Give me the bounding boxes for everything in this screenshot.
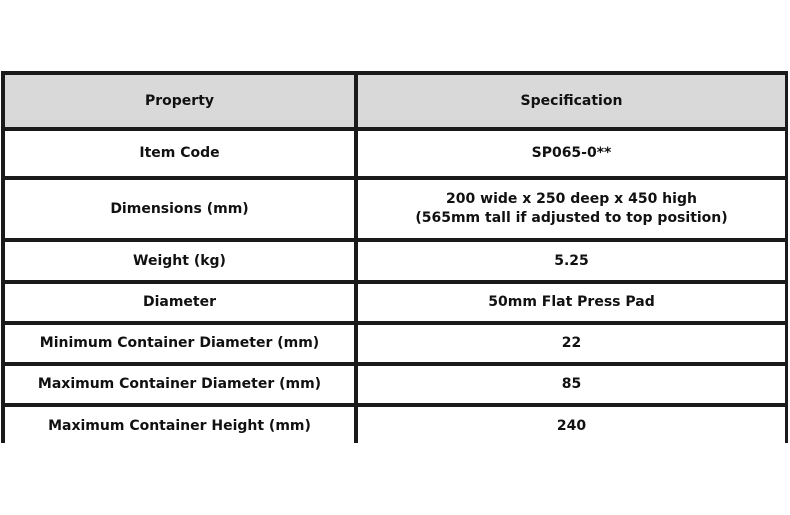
header-property: Property xyxy=(5,75,354,127)
row-diameter-value: 50mm Flat Press Pad xyxy=(358,284,785,321)
row-min-container-diameter-property: Minimum Container Diameter (mm) xyxy=(5,325,354,362)
row-max-container-diameter-property: Maximum Container Diameter (mm) xyxy=(5,366,354,403)
specification-table xyxy=(1,71,788,443)
row-item-code-property: Item Code xyxy=(5,131,354,176)
row-weight-value: 5.25 xyxy=(358,242,785,280)
row-weight-property: Weight (kg) xyxy=(5,242,354,280)
row-dimensions-value xyxy=(358,180,785,238)
row-max-container-diameter-value: 85 xyxy=(358,366,785,403)
row-min-container-diameter-value: 22 xyxy=(358,325,785,362)
header-specification: Specification xyxy=(358,75,785,127)
row-dimensions-property: Dimensions (mm) xyxy=(5,180,354,238)
row-item-code-value: SP065-0** xyxy=(358,131,785,176)
row-max-container-height-property: Maximum Container Height (mm) xyxy=(5,407,354,445)
row-diameter-property: Diameter xyxy=(5,284,354,321)
row-max-container-height-value: 240 xyxy=(358,407,785,445)
dimensions-line-1: 200 wide x 250 deep x 450 high xyxy=(446,191,697,207)
dimensions-line-2: (565mm tall if adjusted to top position) xyxy=(415,210,728,226)
